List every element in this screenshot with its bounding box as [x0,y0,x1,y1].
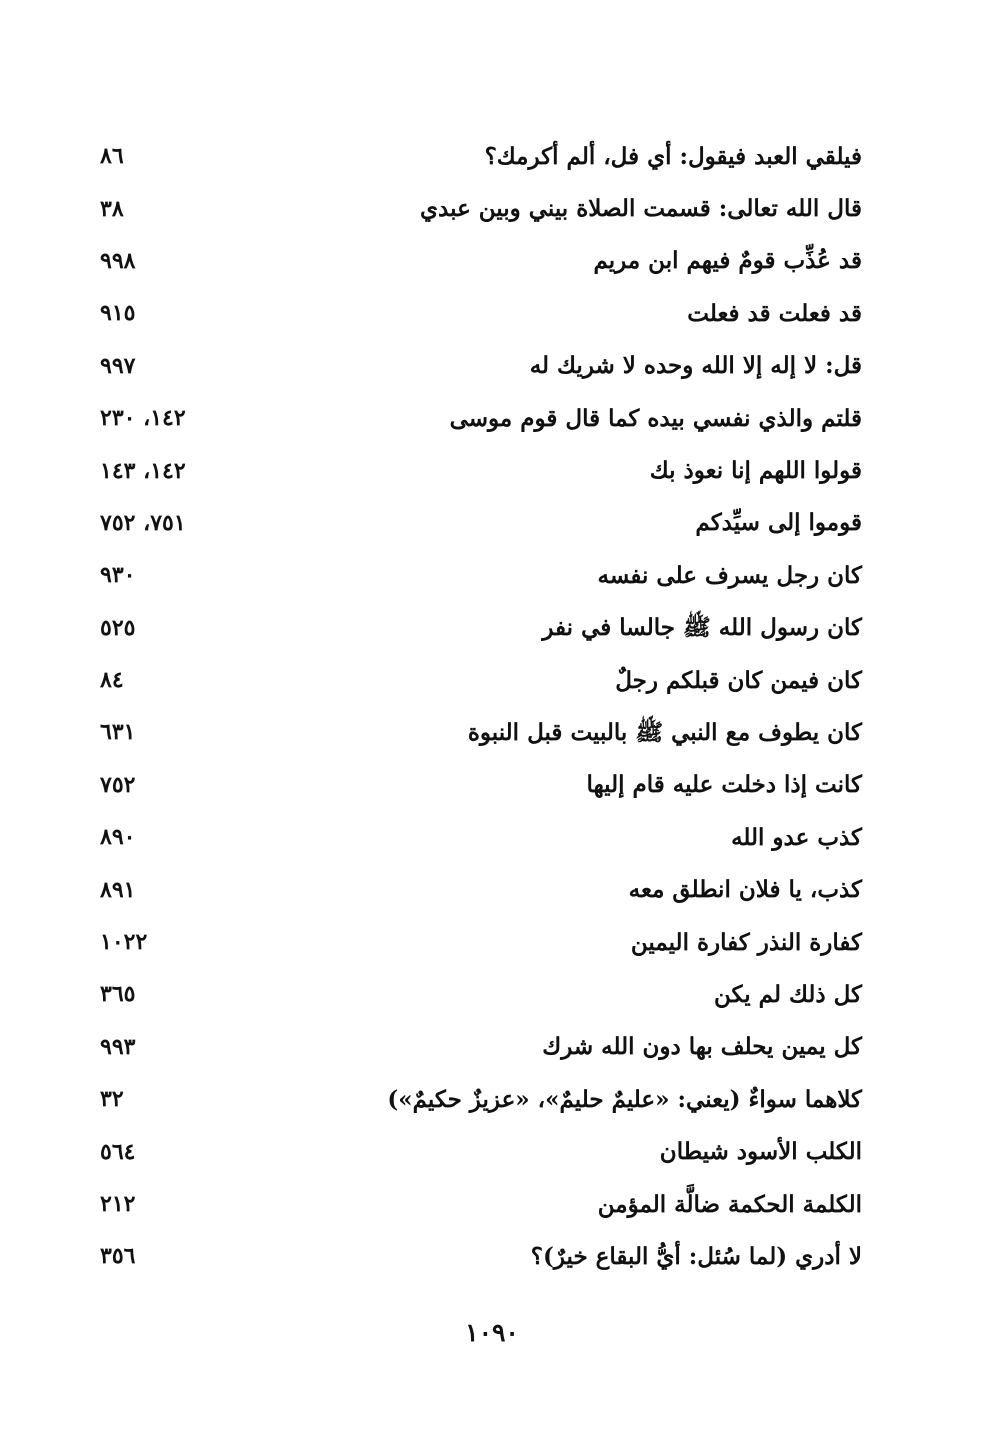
entry-page-numbers: ٧٥١، ٧٥٢ [100,509,186,536]
index-entry [100,340,862,392]
index-entry [100,235,862,287]
index-entry [100,654,862,706]
entry-text: الكلب الأسود شيطان [659,1138,862,1166]
entry-page-numbers: ٩٣٠ [100,562,136,589]
entry-text: قد فعلت قد فعلت [687,299,862,327]
entry-text: كلاهما سواءٌ (يعني: «عليمٌ حليمٌ»، «عزيزٌ حكيمٌ») [387,1085,862,1113]
index-entry [100,1073,862,1125]
index-entry [100,497,862,549]
entry-text: قولوا اللهم إنا نعوذ بك [649,457,862,485]
index-entry [100,968,862,1020]
entry-page-numbers: ٢١٢ [100,1191,136,1217]
entry-page-numbers: ٣٨ [100,195,124,222]
entry-page-numbers: ٩٩٧ [100,352,136,379]
entry-page-numbers: ٩٩٣ [100,1033,136,1060]
entry-text: كل ذلك لم يكن [714,980,862,1008]
index-entry [100,392,862,444]
index-entry [100,287,862,339]
index-entry [100,759,862,811]
entry-page-numbers: ٨٩١ [100,876,136,903]
entry-page-numbers: ٩٩٨ [100,247,136,274]
entry-page-numbers: ٥٦٤ [100,1138,136,1165]
entry-page-numbers: ٩١٥ [100,300,136,327]
index-entry [100,1230,862,1282]
entry-page-numbers: ٦٣١ [100,719,136,746]
entry-text: كفارة النذر كفارة اليمين [630,928,862,956]
entry-page-numbers: ١٠٢٢ [100,929,148,956]
entry-text: كان يطوف مع النبي ﷺ بالبيت قبل النبوة [467,718,862,746]
entry-text: كل يمين يحلف بها دون الله شرك [542,1033,862,1061]
index-entry [100,1178,862,1230]
entry-text: كان رسول الله ﷺ جالسا في نفر [542,614,862,642]
index-entry [100,916,862,968]
entry-page-numbers: ٣٢ [100,1086,124,1113]
index-entry [100,1125,862,1177]
entry-text: لا أدري (لما سُئل: أيُّ البقاع خيرٌ)؟ [530,1242,862,1270]
entry-page-numbers: ٨٤ [100,667,124,694]
index-entry [100,863,862,915]
entry-text: كان رجل يسرف على نفسه [597,561,862,589]
entry-page-numbers: ٨٦ [100,143,124,170]
entry-page-numbers: ١٤٢، ١٤٣ [100,457,186,484]
entry-text: قل: لا إله إلا الله وحده لا شريك له [529,352,862,380]
index-entry [100,444,862,496]
index-entry [100,130,862,182]
entry-page-numbers: ٧٥٢ [100,771,136,798]
entry-text: فيلقي العبد فيقول: أي فل، ألم أكرمك؟ [484,142,862,170]
index-entry [100,811,862,863]
entry-text: كان فيمن كان قبلكم رجلٌ [615,666,862,694]
index-entry [100,1021,862,1073]
entry-text: كذب عدو الله [731,823,862,851]
entry-page-numbers: ٣٥٦ [100,1243,136,1270]
entry-text: قوموا إلى سيِّدكم [695,509,862,537]
entry-text: كانت إذا دخلت عليه قام إليها [586,771,862,799]
hadith-index-list [100,130,862,1283]
page-number: ١٠٩٠ [465,1318,519,1347]
entry-page-numbers: ٥٢٥ [100,614,136,641]
entry-text: كذب، يا فلان انطلق معه [628,876,862,904]
index-entry [100,706,862,758]
entry-text: قلتم والذي نفسي بيده كما قال قوم موسى [449,404,862,432]
entry-text: الكلمة الحكمة ضالَّة المؤمن [597,1190,862,1218]
entry-page-numbers: ٣٦٥ [100,981,136,1008]
index-entry [100,549,862,601]
entry-text: قد عُذِّب قومٌ فيهم ابن مريم [593,247,862,275]
index-entry [100,602,862,654]
entry-page-numbers: ٨٩٠ [100,824,136,851]
entry-page-numbers: ١٤٢، ٢٣٠ [100,405,186,432]
index-entry [100,182,862,234]
entry-text: قال الله تعالى: قسمت الصلاة بيني وبين عبدي [420,195,862,223]
